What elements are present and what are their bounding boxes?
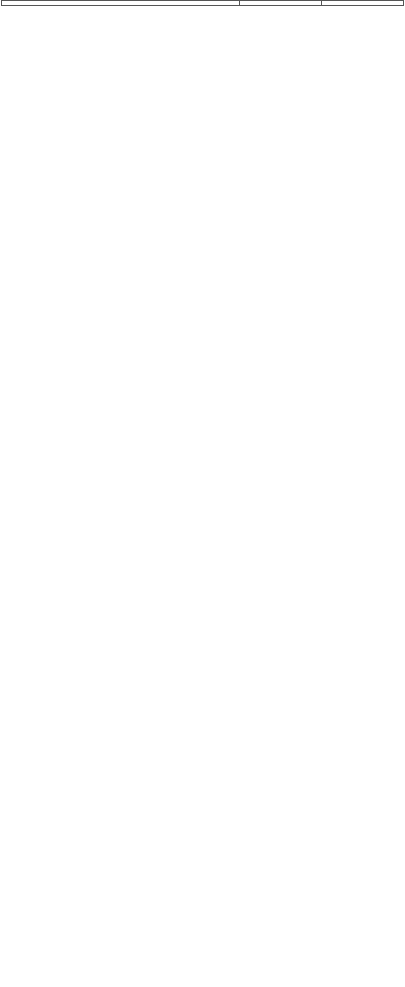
end-time — [321, 1, 403, 6]
address-cell — [2, 1, 240, 6]
outage-schedule-table — [1, 0, 404, 6]
start-time — [239, 1, 321, 6]
table-row — [2, 1, 404, 6]
